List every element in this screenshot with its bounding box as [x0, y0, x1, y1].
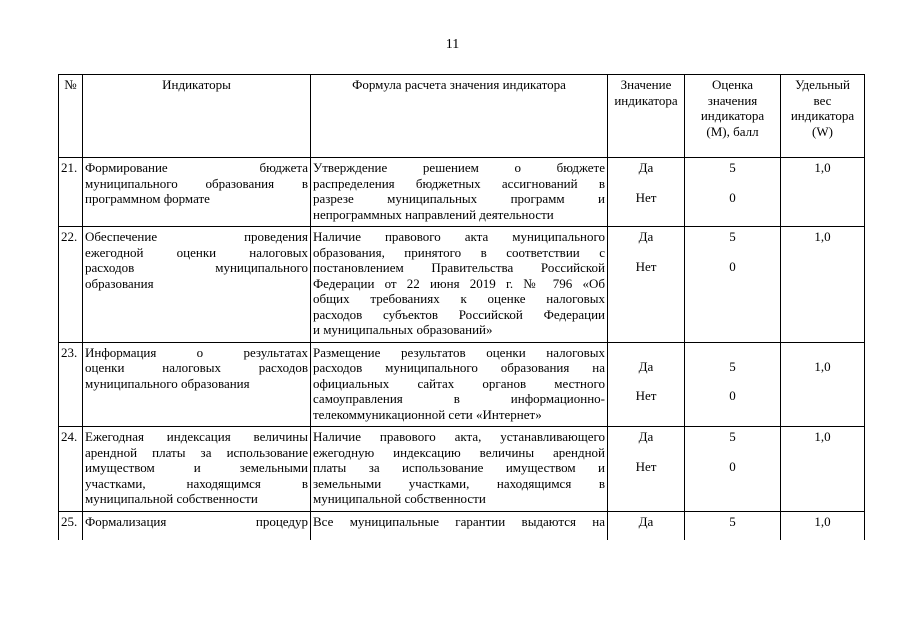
row-number: 24.	[59, 427, 83, 512]
row-indicator: Формализация процедур	[83, 511, 311, 540]
row-indicator: Информация о результатах оценки налоговых расходов муниципального образования	[83, 342, 311, 427]
row-number: 21.	[59, 158, 83, 227]
row-value: Да Нет	[608, 427, 685, 512]
row-number: 22.	[59, 227, 83, 343]
row-score: 5 0	[685, 427, 781, 512]
header-weight: Удельный вес индикатора (W)	[781, 75, 865, 158]
table-row	[59, 227, 865, 343]
header-formula: Формула расчета значения индикатора	[311, 75, 608, 158]
table-header-row	[59, 75, 865, 158]
row-indicator: Обеспечение проведения ежегодной оценки налоговых расходов муниципального образования	[83, 227, 311, 343]
row-formula: Размещение результатов оценки налоговых расходов муниципального образования на официальных сайтах органов местного самоуправления в информационно- телекоммуникационной сети «Интернет»	[311, 342, 608, 427]
page-number: 11	[445, 37, 460, 52]
row-score: 5 0	[685, 158, 781, 227]
row-formula: Все муниципальные гарантии выдаются на	[311, 511, 608, 540]
row-value: Да Нет	[608, 158, 685, 227]
table-row	[59, 511, 865, 540]
row-weight: 1,0	[781, 342, 865, 427]
row-score: 5 0	[685, 342, 781, 427]
row-score: 5 0	[685, 227, 781, 343]
row-weight: 1,0	[781, 511, 865, 540]
row-indicator: Ежегодная индексация величины арендной платы за использование имуществом и земельными участками, находящимся в муниципальной собственности	[83, 427, 311, 512]
row-value: Да Нет	[608, 227, 685, 343]
row-weight: 1,0	[781, 427, 865, 512]
row-number: 25.	[59, 511, 83, 540]
header-indicator: Индикаторы	[83, 75, 311, 158]
row-formula: Утверждение решением о бюджете распределения бюджетных ассигнований в разрезе муниципальных программ и непрограммных направлений деятельности	[311, 158, 608, 227]
indicators-table	[58, 74, 865, 540]
table-row	[59, 342, 865, 427]
row-weight: 1,0	[781, 158, 865, 227]
row-value: Да	[608, 511, 685, 540]
row-indicator: Формирование бюджета муниципального образования в программном формате	[83, 158, 311, 227]
row-formula: Наличие правового акта муниципального образования, принятого в соответствии с постановлением Правительства Российской Федерации от 22 июня 2019 г. № 796 «Об общих требованиях к оценке налоговых расходов субъектов Российской Федерации и муниципальных образований»	[311, 227, 608, 343]
header-value: Значение индикатора	[608, 75, 685, 158]
row-number: 23.	[59, 342, 83, 427]
table-row	[59, 427, 865, 512]
row-formula: Наличие правового акта, устанавливающего ежегодную индексацию величины арендной платы за использование имуществом и земельными участками, находящимся в муниципальной собственности	[311, 427, 608, 512]
header-num: №	[59, 75, 83, 158]
table-row	[59, 158, 865, 227]
header-score: Оценка значения индикатора (M), балл	[685, 75, 781, 158]
row-score: 5	[685, 511, 781, 540]
row-value: Да Нет	[608, 342, 685, 427]
row-weight: 1,0	[781, 227, 865, 343]
